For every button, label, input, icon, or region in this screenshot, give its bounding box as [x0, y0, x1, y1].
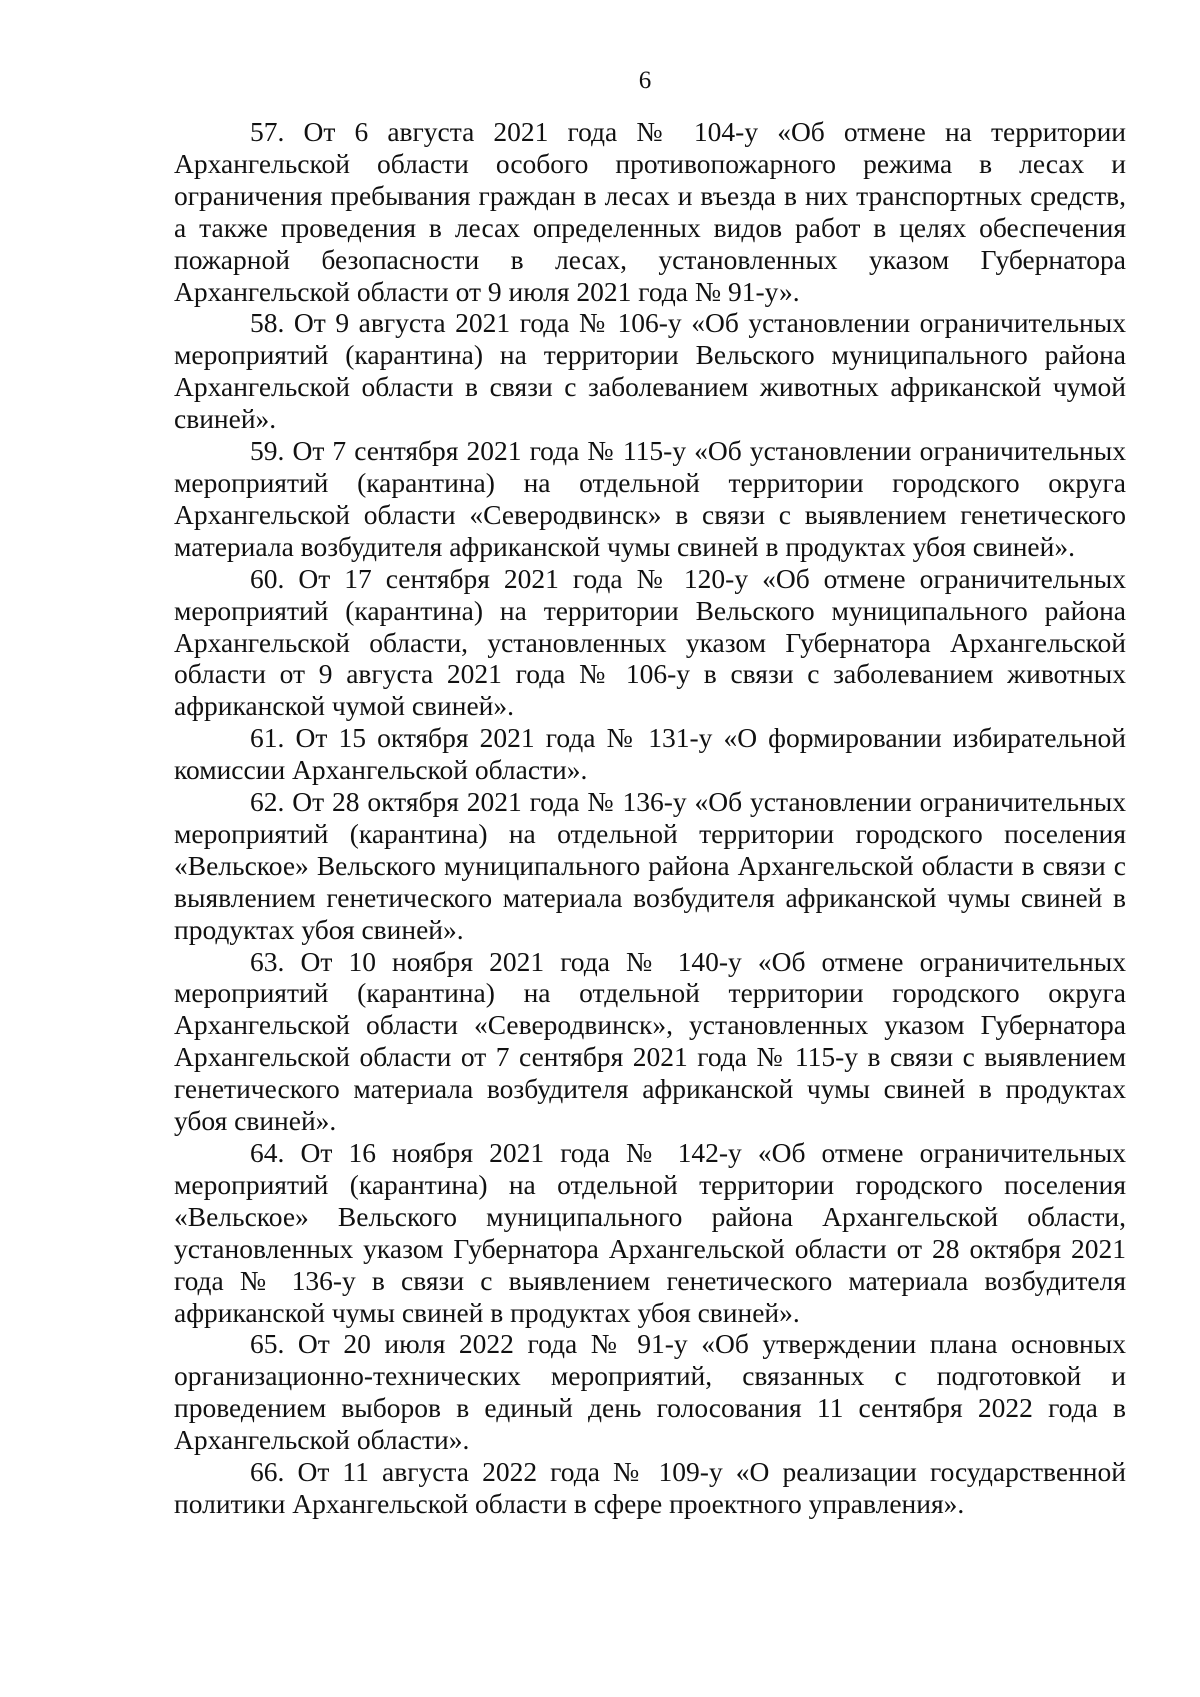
list-item-66: 66. От 11 августа 2022 года № 109-у «О реализации государственной политики Архангельской области в сфере проектного управления».: [174, 1456, 1126, 1519]
list-item-62: 62. От 28 октября 2021 года № 136-у «Об установлении ограничительных мероприятий (карантина) на отдельной территории городского поселения «Вельское» Вельского муниципального района Архангельской области в связи с выявлением генетического материала возбудителя африканской чумы свиней в продуктах убоя свиней».: [174, 786, 1126, 945]
list-item-64: 64. От 16 ноября 2021 года № 142-у «Об отмене ограничительных мероприятий (карантина) на отдельной территории городского поселения «Вельское» Вельского муниципального района Архангельской области, установленных указом Губернатора Архангельской области от 28 октября 2021 года № 136-у в связи с выявлением генетического материала возбудителя африканской чумы свиней в продуктах убоя свиней».: [174, 1137, 1126, 1328]
list-item-63: 63. От 10 ноября 2021 года № 140-у «Об отмене ограничительных мероприятий (карантина) на отдельной территории городского округа Архангельской области «Северодвинск», установленных указом Губернатора Архангельской области от 7 сентября 2021 года № 115-у в связи с выявлением генетического материала возбудителя африканской чумы свиней в продуктах убоя свиней».: [174, 945, 1126, 1137]
list-item-59: 59. От 7 сентября 2021 года № 115-у «Об установлении ограничительных мероприятий (карантина) на отдельной территории городского округа Архангельской области «Северодвинск» в связи с выявлением генетического материала возбудителя африканской чумы свиней в продуктах убоя свиней».: [174, 435, 1126, 562]
document-body: [174, 116, 1126, 1520]
list-item-58: 58. От 9 августа 2021 года № 106-у «Об установлении ограничительных мероприятий (карантина) на территории Вельского муниципального района Архангельской области в связи с заболеванием животных африканской чумой свиней».: [174, 307, 1126, 435]
list-item-60: 60. От 17 сентября 2021 года № 120-у «Об отмене ограничительных мероприятий (карантина) на территории Вельского муниципального района Архангельской области, установленных указом Губернатора Архангельской области от 9 августа 2021 года № 106-у в связи с заболеванием животных африканской чумой свиней».: [174, 562, 1126, 722]
list-item-65: 65. От 20 июля 2022 года № 91-у «Об утверждении плана основных организационно-технических мероприятий, связанных с подготовкой и проведением выборов в единый день голосования 11 сентября 2022 года в Архангельской области».: [174, 1328, 1126, 1456]
list-item-61: 61. От 15 октября 2021 года № 131-у «О формировании избирательной комиссии Архангельской области».: [174, 722, 1126, 786]
list-item-57: 57. От 6 августа 2021 года № 104-у «Об отмене на территории Архангельской области особого противопожарного режима в лесах и ограничения пребывания граждан в лесах и въезда в них транспортных средств, а также проведения в лесах определенных видов работ в целях обеспечения пожарной безопасности в лесах, установленных указом Губернатора Архангельской области от 9 июля 2021 года № 91-у».: [174, 116, 1126, 307]
page-number: 6: [638, 67, 652, 94]
